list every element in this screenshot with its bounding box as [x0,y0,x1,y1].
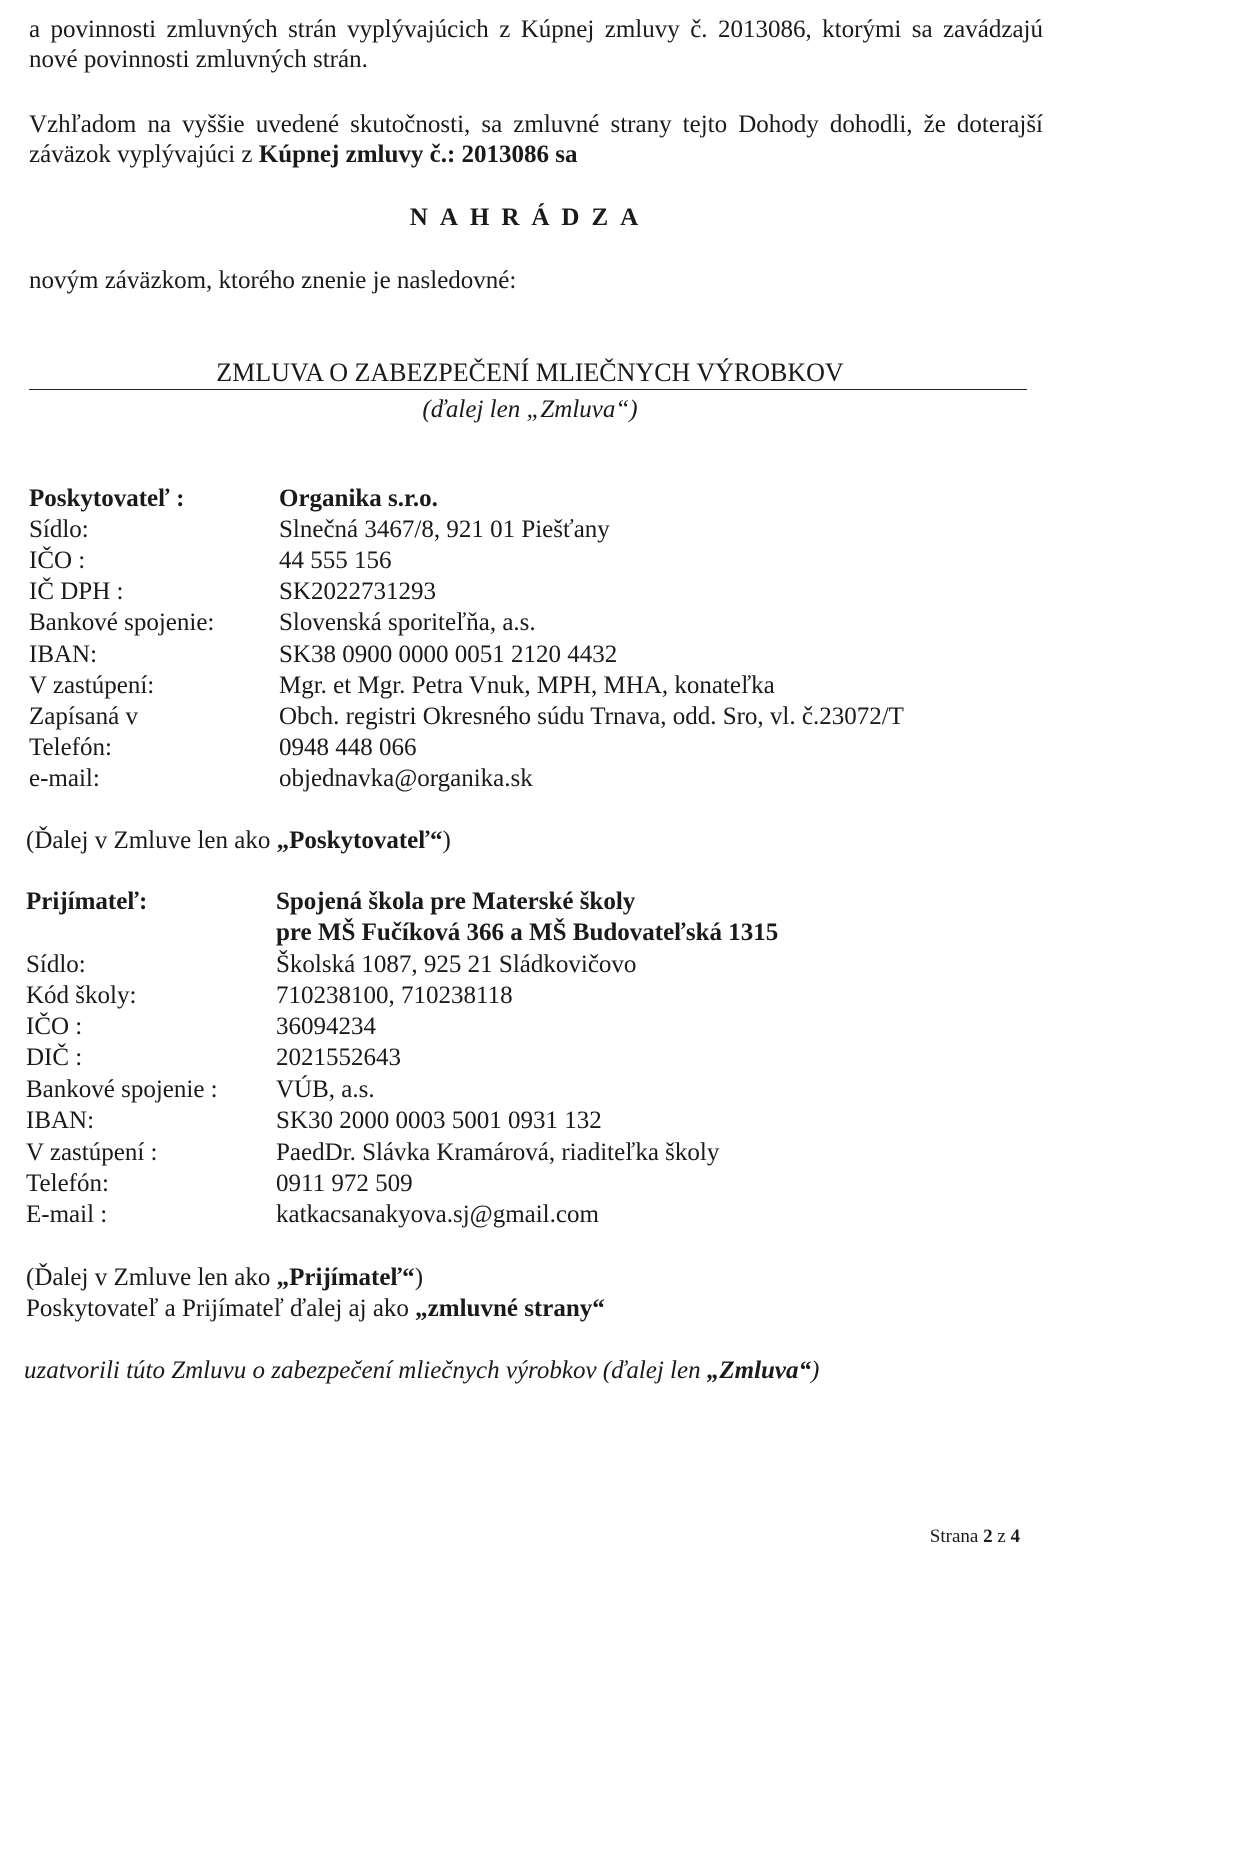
page-number-current: 2 [983,1526,993,1547]
intro-paragraph-3: novým záväzkom, ktorého znenie je nasledovné: [29,267,517,294]
recipient-value: PaedDr. Slávka Kramárová, riaditeľka školy [276,1139,720,1166]
recipient-value: VÚB, a.s. [276,1076,375,1103]
provider-value: Slovenská sporiteľňa, a.s. [279,609,536,636]
provider-label: Sídlo: [29,516,89,543]
recipient-value: 0911 972 509 [276,1170,413,1197]
closing-text: uzatvorili túto Zmluvu o zabezpečení mliečnych výrobkov (ďalej len [24,1357,707,1384]
page-number-separator: z [992,1526,1011,1547]
recipient-value: 710238100, 710238118 [276,982,513,1009]
recipient-note-text: (Ďalej v Zmluve len ako [26,1264,277,1291]
provider-note-bold: „Poskytovateľ“ [276,827,443,854]
provider-label: e-mail: [29,765,100,792]
title-divider [29,389,1027,390]
provider-label: Bankové spojenie: [29,609,215,636]
recipient-note-bold: „Prijímateľ“ [276,1264,415,1291]
recipient-value: SK30 2000 0003 5001 0931 132 [276,1107,602,1134]
provider-value: 44 555 156 [279,547,392,574]
provider-value: 0948 448 066 [279,734,417,761]
recipient-label: Sídlo: [26,951,86,978]
parties-note-bold: „zmluvné strany“ [415,1295,605,1322]
intro-paragraph-2-bold: Kúpnej zmluvy č.: 2013086 sa [258,141,578,168]
page-number-prefix: Strana [929,1526,984,1547]
recipient-label: IČO : [26,1013,83,1040]
provider-label: IBAN: [29,641,98,668]
recipient-email: katkacsanakyova.sj@gmail.com [276,1201,599,1228]
contract-subtitle: (ďalej len „Zmluva“) [422,396,638,423]
intro-paragraph-2 [29,110,1043,170]
provider-value: Slnečná 3467/8, 921 01 Piešťany [279,516,610,543]
recipient-note-suffix: ) [414,1264,424,1291]
recipient-name-line2: pre MŠ Fučíková 366 a MŠ Budovateľská 1315 [276,919,779,946]
recipient-note [26,1263,423,1293]
recipient-value: 2021552643 [276,1044,401,1071]
recipient-label: Kód školy: [26,982,137,1009]
nahradza-heading: NAHRÁDZA [409,204,651,231]
recipient-value: 36094234 [276,1013,376,1040]
recipient-label: Bankové spojenie : [26,1076,218,1103]
provider-heading: Poskytovateľ : [29,485,185,512]
recipient-label: E-mail : [26,1201,108,1228]
recipient-name-line1: Spojená škola pre Materské školy [276,888,636,915]
provider-label: IČ DPH : [29,578,124,605]
provider-value: SK2022731293 [279,578,436,605]
provider-value: Mgr. et Mgr. Petra Vnuk, MPH, MHA, konateľka [279,672,775,699]
recipient-label: IBAN: [26,1107,95,1134]
contract-title: ZMLUVA O ZABEZPEČENÍ MLIEČNYCH VÝROBKOV [216,358,844,387]
provider-value: Obch. registri Okresného súdu Trnava, odd. Sro, vl. č.23072/T [279,703,904,730]
intro-paragraph-1: a povinnosti zmluvných strán vyplývajúcich z Kúpnej zmluvy č. 2013086, ktorými sa zavádzajú nové povinnosti zmluvných strán. [29,16,1043,73]
provider-email: objednavka@organika.sk [279,765,533,792]
recipient-label: Telefón: [26,1170,109,1197]
parties-note-text: Poskytovateľ a Prijímateľ ďalej aj ako [26,1295,416,1322]
recipient-value: Školská 1087, 925 21 Sládkovičovo [276,951,637,978]
parties-note [26,1294,605,1324]
provider-note [26,826,451,856]
closing-suffix: ) [811,1357,820,1384]
intro-paragraph-2-text: Vzhľadom na vyššie uvedené skutočnosti, sa zmluvné strany tejto Dohody dohodli, že doterajší záväzok vyplývajúci z [29,111,1043,168]
provider-name: Organika s.r.o. [279,485,438,512]
provider-label: Zapísaná v [29,703,138,730]
recipient-label: DIČ : [26,1044,83,1071]
closing-statement [24,1356,819,1386]
recipient-label: V zastúpení : [26,1139,158,1166]
provider-label: IČO : [29,547,86,574]
provider-note-text: (Ďalej v Zmluve len ako [26,827,277,854]
recipient-heading: Prijímateľ: [26,888,148,915]
page-number [930,1522,1020,1552]
provider-value: SK38 0900 0000 0051 2120 4432 [279,641,618,668]
provider-label: V zastúpení: [29,672,155,699]
page-number-total: 4 [1010,1526,1020,1547]
provider-label: Telefón: [29,734,112,761]
provider-note-suffix: ) [442,827,451,854]
closing-bold: „Zmluva“ [706,1357,812,1384]
